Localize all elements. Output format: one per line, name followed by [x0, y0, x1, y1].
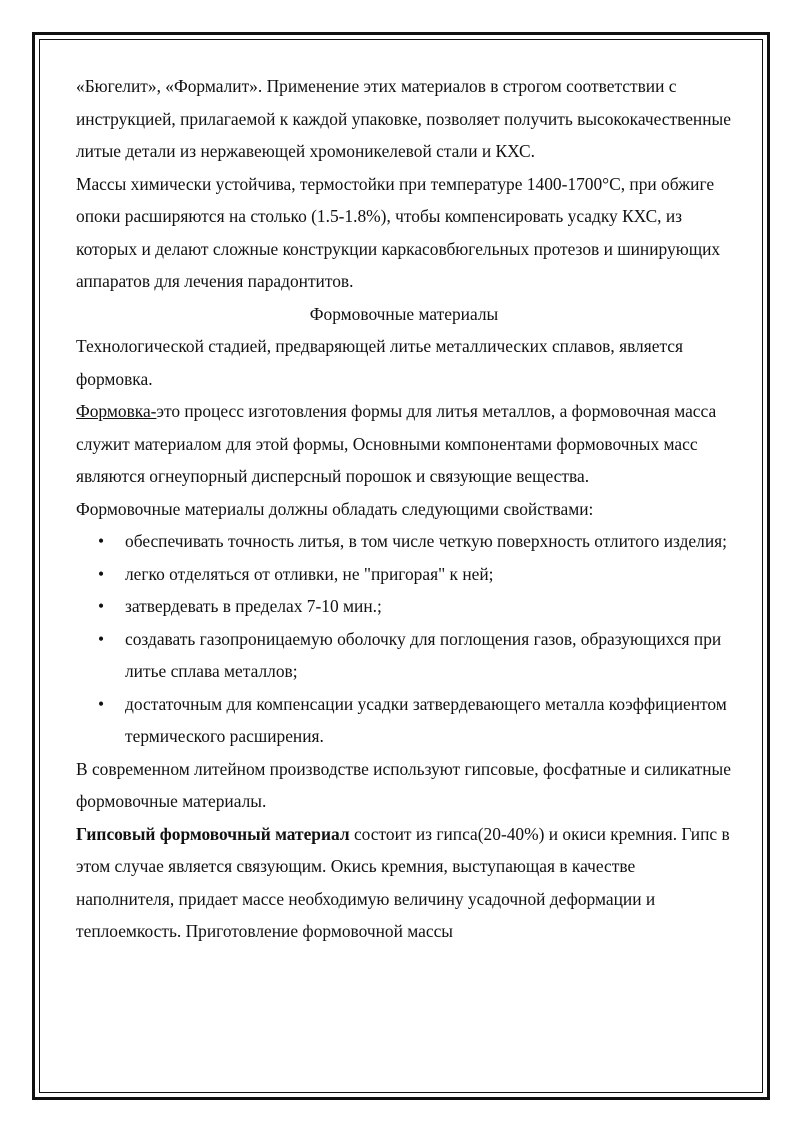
- section-heading: Формовочные материалы: [309, 303, 499, 324]
- list-item: [76, 623, 732, 688]
- paragraph-6: В современном литейном производстве используют гипсовые, фосфатные и силикатные формовочные материалы.: [76, 758, 731, 811]
- paragraph-4-text: это процесс изготовления формы для литья металлов, а формовочная масса служит материалом для этой формы, Основными компонентами формовочных масс являются огнеупорный дисперсный порошок и связующие вещества.: [76, 401, 717, 486]
- bullet-icon: •: [98, 596, 105, 616]
- paragraph-3: Технологической стадией, предваряющей литье металлических сплавов, является формовка.: [76, 336, 683, 389]
- paragraph-2: Массы химически устойчива, термостойки при температуре 1400-1700°С, при обжиге опоки расширяются на столько (1.5-1.8%), чтобы компенсировать усадку КХС, из которых и делают сложные конструкции каркасовбюгельных протезов и шинирующих аппаратов для лечения парадонтитов.: [76, 173, 721, 291]
- paragraph-5: Формовочные материалы должны обладать следующими свойствами:: [76, 498, 594, 519]
- properties-list: [76, 525, 732, 753]
- list-item-text: легко отделяться от отливки, не "пригорая" к ней;: [125, 563, 494, 584]
- document-body: [76, 70, 732, 948]
- paragraph-7-text: состоит из гипса(20-40%) и окиси кремния. Гипс в этом случае является связующим. Окись кремния, выступающая в качестве наполнителя, придает массе необходимую величину усадочной деформации и теплоемкость. Приготовление формовочной массы: [76, 823, 730, 941]
- bullet-icon: •: [98, 531, 105, 551]
- list-item-text: создавать газопроницаемую оболочку для поглощения газов, образующихся при литье сплава металлов;: [125, 628, 722, 681]
- list-item-text: затвердевать в пределах 7-10 мин.;: [125, 596, 382, 616]
- list-item: [76, 590, 732, 623]
- bullet-icon: •: [98, 628, 105, 649]
- term-gypsum-material: Гипсовый формовочный материал: [76, 823, 350, 844]
- list-item-text: достаточным для компенсации усадки затвердевающего металла коэффициентом термического расширения.: [125, 693, 727, 746]
- term-formovka: Формовка-: [76, 401, 157, 421]
- list-item: [76, 525, 732, 558]
- paragraph-4: [76, 395, 732, 493]
- paragraph-7: [76, 818, 732, 948]
- bullet-icon: •: [98, 693, 105, 714]
- list-item: [76, 688, 732, 753]
- paragraph-1: «Бюгелит», «Формалит». Применение этих материалов в строгом соответствии с инструкцией, прилагаемой к каждой упаковке, позволяет получить высококачественные литые детали из нержавеющей хромоникелевой стали и КХС.: [76, 76, 731, 161]
- list-item-text: обеспечивать точность литья, в том числе четкую поверхность отлитого изделия;: [125, 531, 727, 551]
- list-item: [76, 558, 732, 591]
- bullet-icon: •: [98, 563, 105, 584]
